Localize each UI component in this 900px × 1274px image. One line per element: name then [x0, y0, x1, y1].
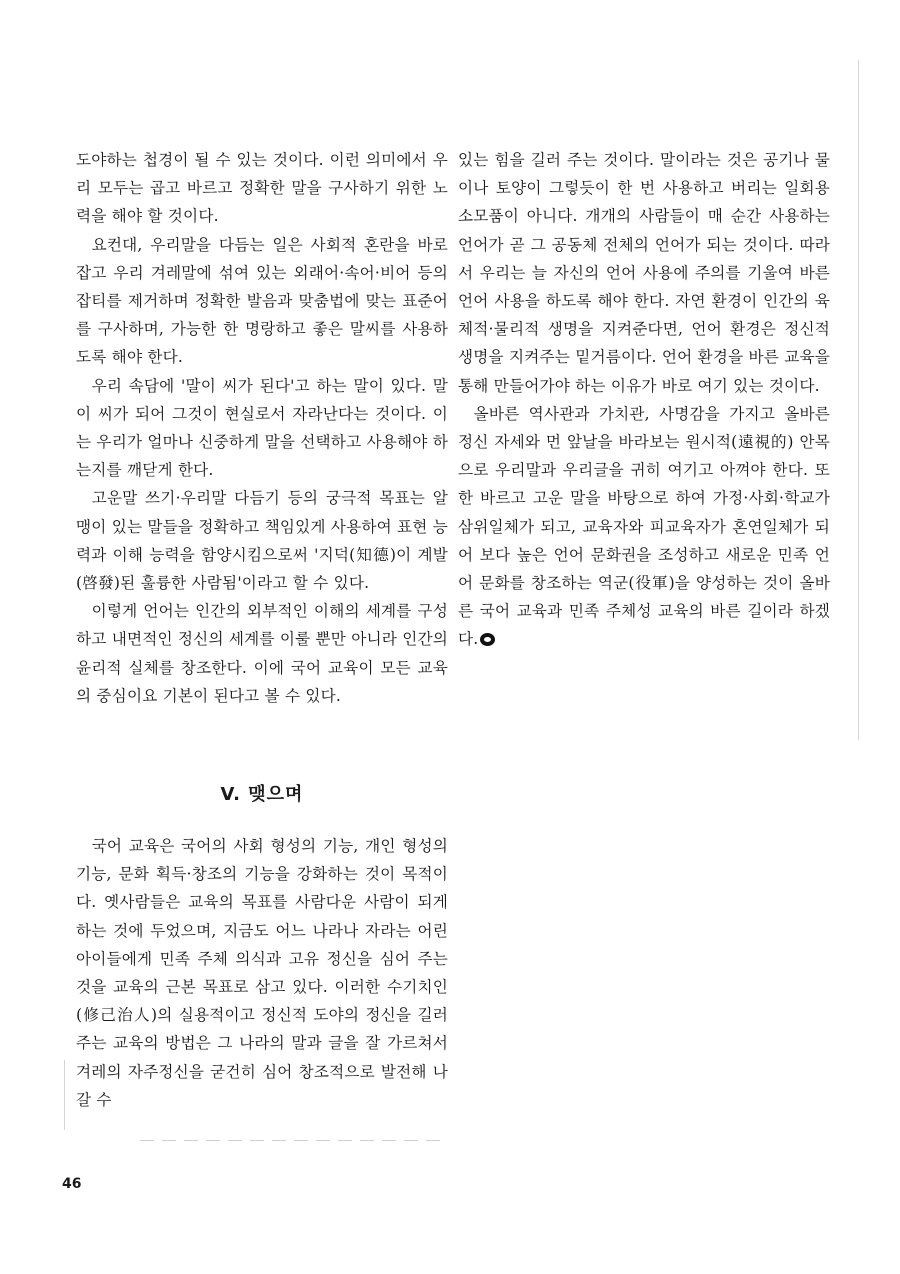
- scan-margin-line-bottom: [140, 1140, 440, 1141]
- right-column: [458, 146, 830, 654]
- section-title: V. 맺으며: [220, 784, 304, 805]
- paragraph: 이렇게 언어는 인간의 외부적인 이해의 세계를 구성하고 내면적인 정신의 세계를 이룰 뿐만 아니라 인간의 윤리적 실체를 창조한다. 이에 국어 교육이 모든 교육의 중심이요 기본이 된다고 볼 수 있다.: [76, 602, 448, 705]
- paragraph: 고운말 쓰기·우리말 다듬기 등의 궁극적 목표는 알맹이 있는 말들을 정확하고 책임있게 사용하여 표현 능력과 이해 능력을 함양시킴으로써 '지덕(知德)이 계발(啓發)된 훌륭한 사람됨'이라고 할 수 있다.: [76, 489, 448, 593]
- paragraph: 있는 힘을 길러 주는 것이다. 말이라는 것은 공기나 물이나 토양이 그렇듯이 한 번 사용하고 버리는 일회용 소모품이 아니다. 개개의 사람들이 매 순간 사용하는 언어가 곧 그 공동체 전체의 언어가 되는 것이다. 따라서 우리는 늘 자신의 언어 사용에 주의를 기울여 바른 언어 사용을 하도록 해야 한다. 자연 환경이 인간의 육체적·물리적 생명을 지켜준다면, 언어 환경은 정신적 생명을 지켜주는 밑거름이다. 언어 환경을 바른 교육을 통해 만들어가야 하는 이유가 바로 여기 있는 것이다.: [458, 151, 830, 395]
- scan-margin-line-left: [64, 1060, 65, 1130]
- page-number: 46: [62, 1176, 82, 1192]
- left-column-bottom: [76, 832, 448, 1114]
- left-column-top: [76, 146, 448, 710]
- end-mark-icon: [480, 633, 495, 646]
- paragraph: 요컨대, 우리말을 다듬는 일은 사회적 혼란을 바로 잡고 우리 겨레말에 섞여 있는 외래어·속어·비어 등의 잡티를 제거하며 정확한 발음과 맞춤법에 맞는 표준어를 구사하며, 가능한 한 명랑하고 좋은 말씨를 사용하도록 해야 한다.: [76, 235, 448, 367]
- paragraph: 올바른 역사관과 가치관, 사명감을 가지고 올바른 정신 자세와 먼 앞날을 바라보는 원시적(遠視的) 안목으로 우리말과 우리글을 귀히 여기고 아껴야 한다. 또한 바르고 고운 말을 바탕으로 하여 가정·사회·학교가 삼위일체가 되고, 교육자와 피교육자가 혼연일체가 되어 보다 높은 언어 문화권을 조성하고 새로운 민족 언어 문화를 창조하는 역군(役軍)을 양성하는 것이 올바른 국어 교육과 민족 주체성 교육의 바른 길이라 하겠다.: [458, 404, 830, 649]
- scan-margin-line-right: [858, 60, 859, 740]
- paragraph: 국어 교육은 국어의 사회 형성의 기능, 개인 형성의 기능, 문화 획득·창조의 기능을 강화하는 것이 목적이다. 옛사람들은 교육의 목표를 사람다운 사람이 되게 하는 것에 두었으며, 지금도 어느 나라나 자라는 어린 아이들에게 민족 주체 의식과 고유 정신을 심어 주는 것을 교육의 근본 목표로 삼고 있다. 이러한 수기치인(修己治人)의 실용적이고 정신적 도야의 정신을 길러주는 교육의 방법은 그 나라의 말과 글을 잘 가르쳐서 겨레의 자주정신을 굳건히 심어 창조적으로 발전해 나갈 수: [76, 837, 448, 1109]
- paragraph: 우리 속담에 '말이 씨가 된다'고 하는 말이 있다. 말이 씨가 되어 그것이 현실로서 자라난다는 것이다. 이는 우리가 얼마나 신중하게 말을 선택하고 사용해야 하는지를 깨닫게 한다.: [76, 376, 448, 480]
- paragraph: 도야하는 첩경이 될 수 있는 것이다. 이런 의미에서 우리 모두는 곱고 바르고 정확한 말을 구사하기 위한 노력을 해야 할 것이다.: [76, 151, 448, 226]
